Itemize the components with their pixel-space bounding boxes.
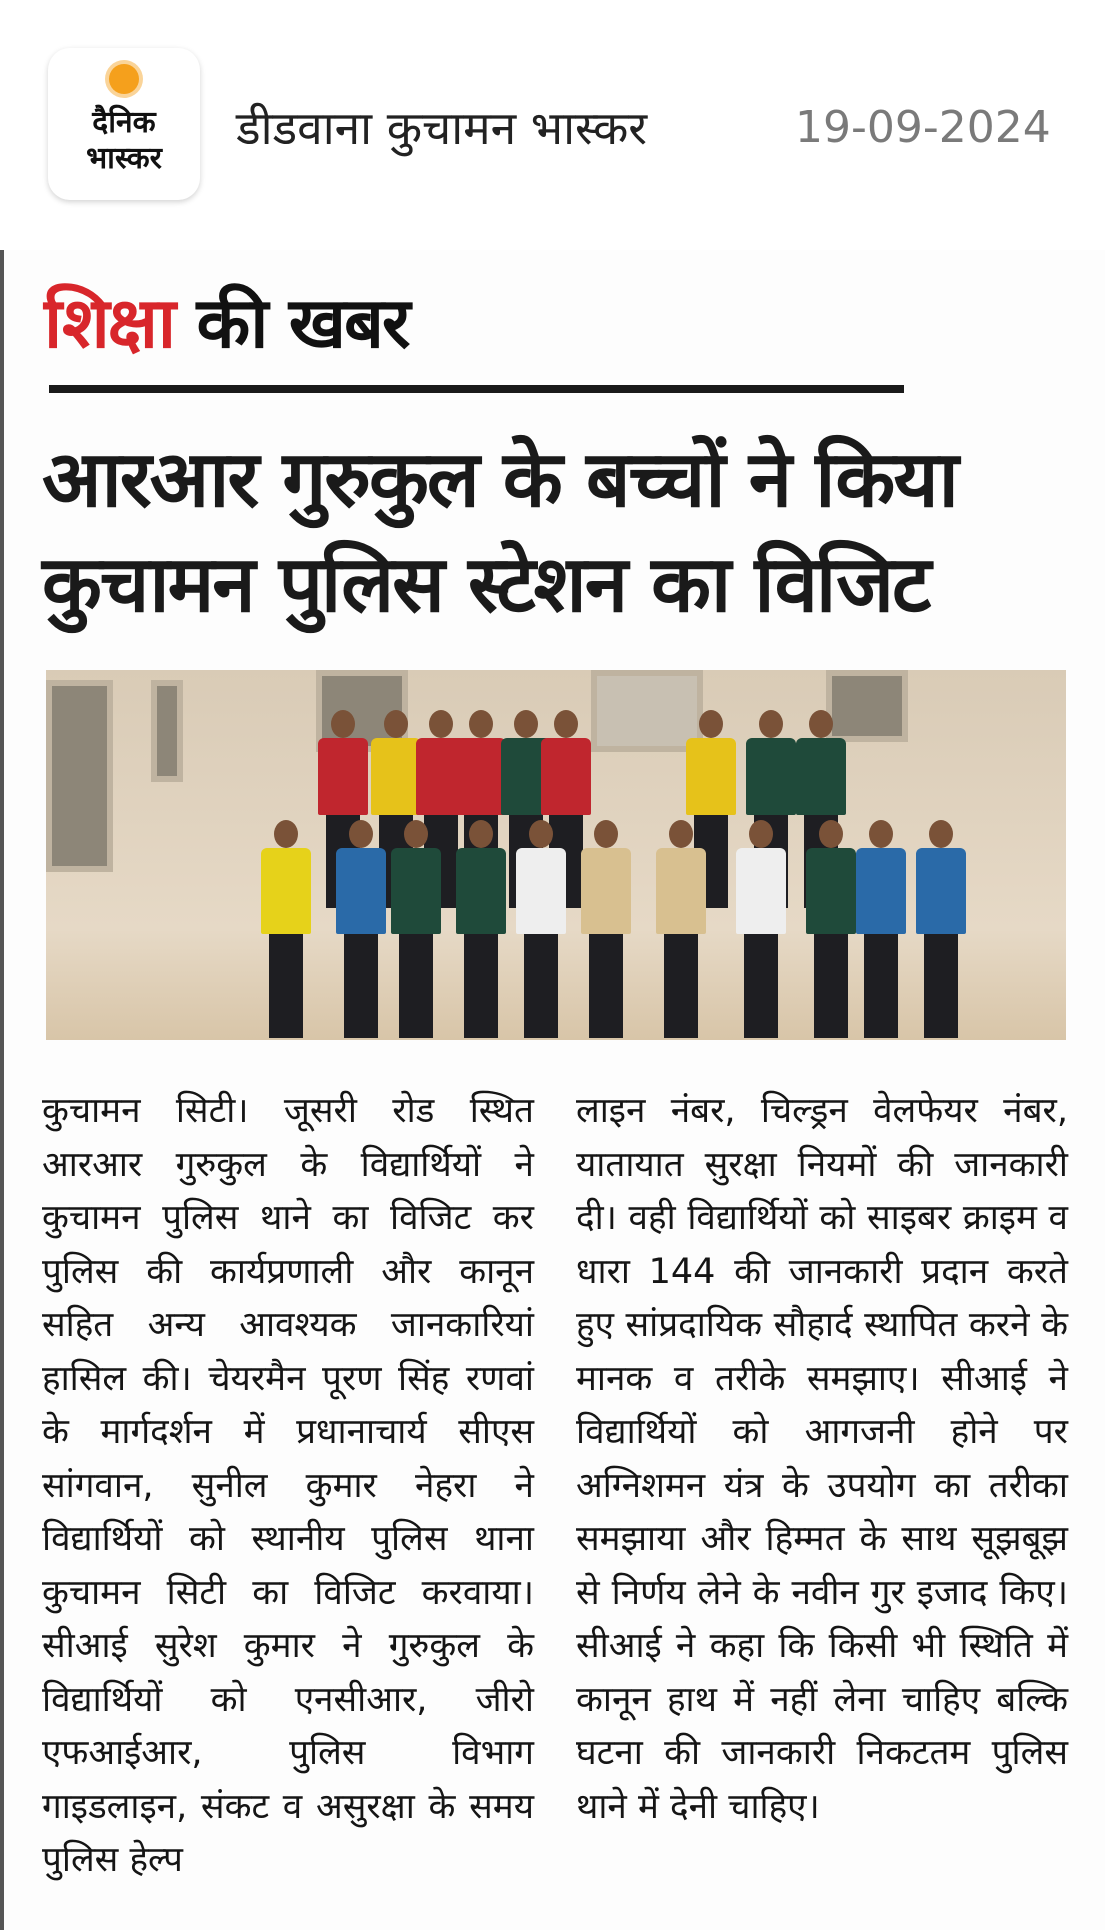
news-clipping — [0, 250, 1105, 1930]
window — [46, 680, 113, 872]
edition-title: डीडवाना कुचामन भास्कर — [236, 101, 648, 155]
logo-text-line2: भास्कर — [86, 141, 162, 176]
body-text-left: कुचामन सिटी। जूसरी रोड स्थित आरआर गुरुकुल के विद्यार्थियों ने कुचामन पुलिस थाने का विजिट कर पुलिस की कार्यप्रणाली और कानून सहित अन्य आवश्यक जानकारियां हासिल की। चेयरमैन पूरण सिंह रणवां के मार्गदर्शन में प्रधानाचार्य सीएस सांगवान, सुनील कुमार नेहरा ने विद्यार्थियों को स्थानीय पुलिस थाना कुचामन सिटी का विजिट करवाया। सीआई सुरेश कुमार ने गुरुकुल के विद्यार्थियों को एनसीआर, जीरो एफआईआर, पुलिस विभाग गाइडलाइन, संकट व असुरक्षा के समय पुलिस हेल्प — [42, 1091, 534, 1880]
article-body-right-column — [576, 1085, 1068, 1834]
headline-line-2: कुचामन पुलिस स्टेशन का विजिट — [42, 540, 930, 630]
section-divider — [49, 385, 904, 393]
body-text-right: लाइन नंबर, चिल्ड्रन वेलफेयर नंबर, यातायात सुरक्षा नियमों की जानकारी दी। वही विद्यार्थियों को साइबर क्राइम व धारा 144 की जानकारी प्रदान करते हुए सांप्रदायिक सौहार्द स्थापित करने के मानक व तरीके समझाए। सीआई ने विद्यार्थियों को आगजनी होने पर अग्निशमन यंत्र के उपयोग का तरीका समझाया और हिम्मत के साथ सूझबूझ से निर्णय लेने के नवीन गुर इजाद किए। सीआई ने कहा कि किसी भी स्थिति में कानून हाथ में नहीं लेना चाहिए बल्कि घटना की जानकारी निकटतम पुलिस थाने में देनी चाहिए। — [576, 1091, 1068, 1827]
group-photo — [46, 670, 1066, 1040]
article-body-left-column — [42, 1085, 534, 1888]
logo-text-line1: दैनिक — [92, 105, 156, 140]
section-label — [44, 278, 409, 368]
section-label-black: की खबर — [196, 282, 409, 364]
window — [826, 670, 908, 742]
section-label-red: शिक्षा — [44, 282, 175, 364]
dainik-bhaskar-logo[interactable] — [48, 48, 200, 200]
app-header — [0, 0, 1105, 245]
sun-icon — [109, 64, 139, 94]
edition-date: 19-09-2024 — [795, 102, 1051, 153]
window — [151, 680, 183, 782]
headline-line-1: आरआर गुरुकुल के बच्चों ने किया — [42, 435, 957, 525]
